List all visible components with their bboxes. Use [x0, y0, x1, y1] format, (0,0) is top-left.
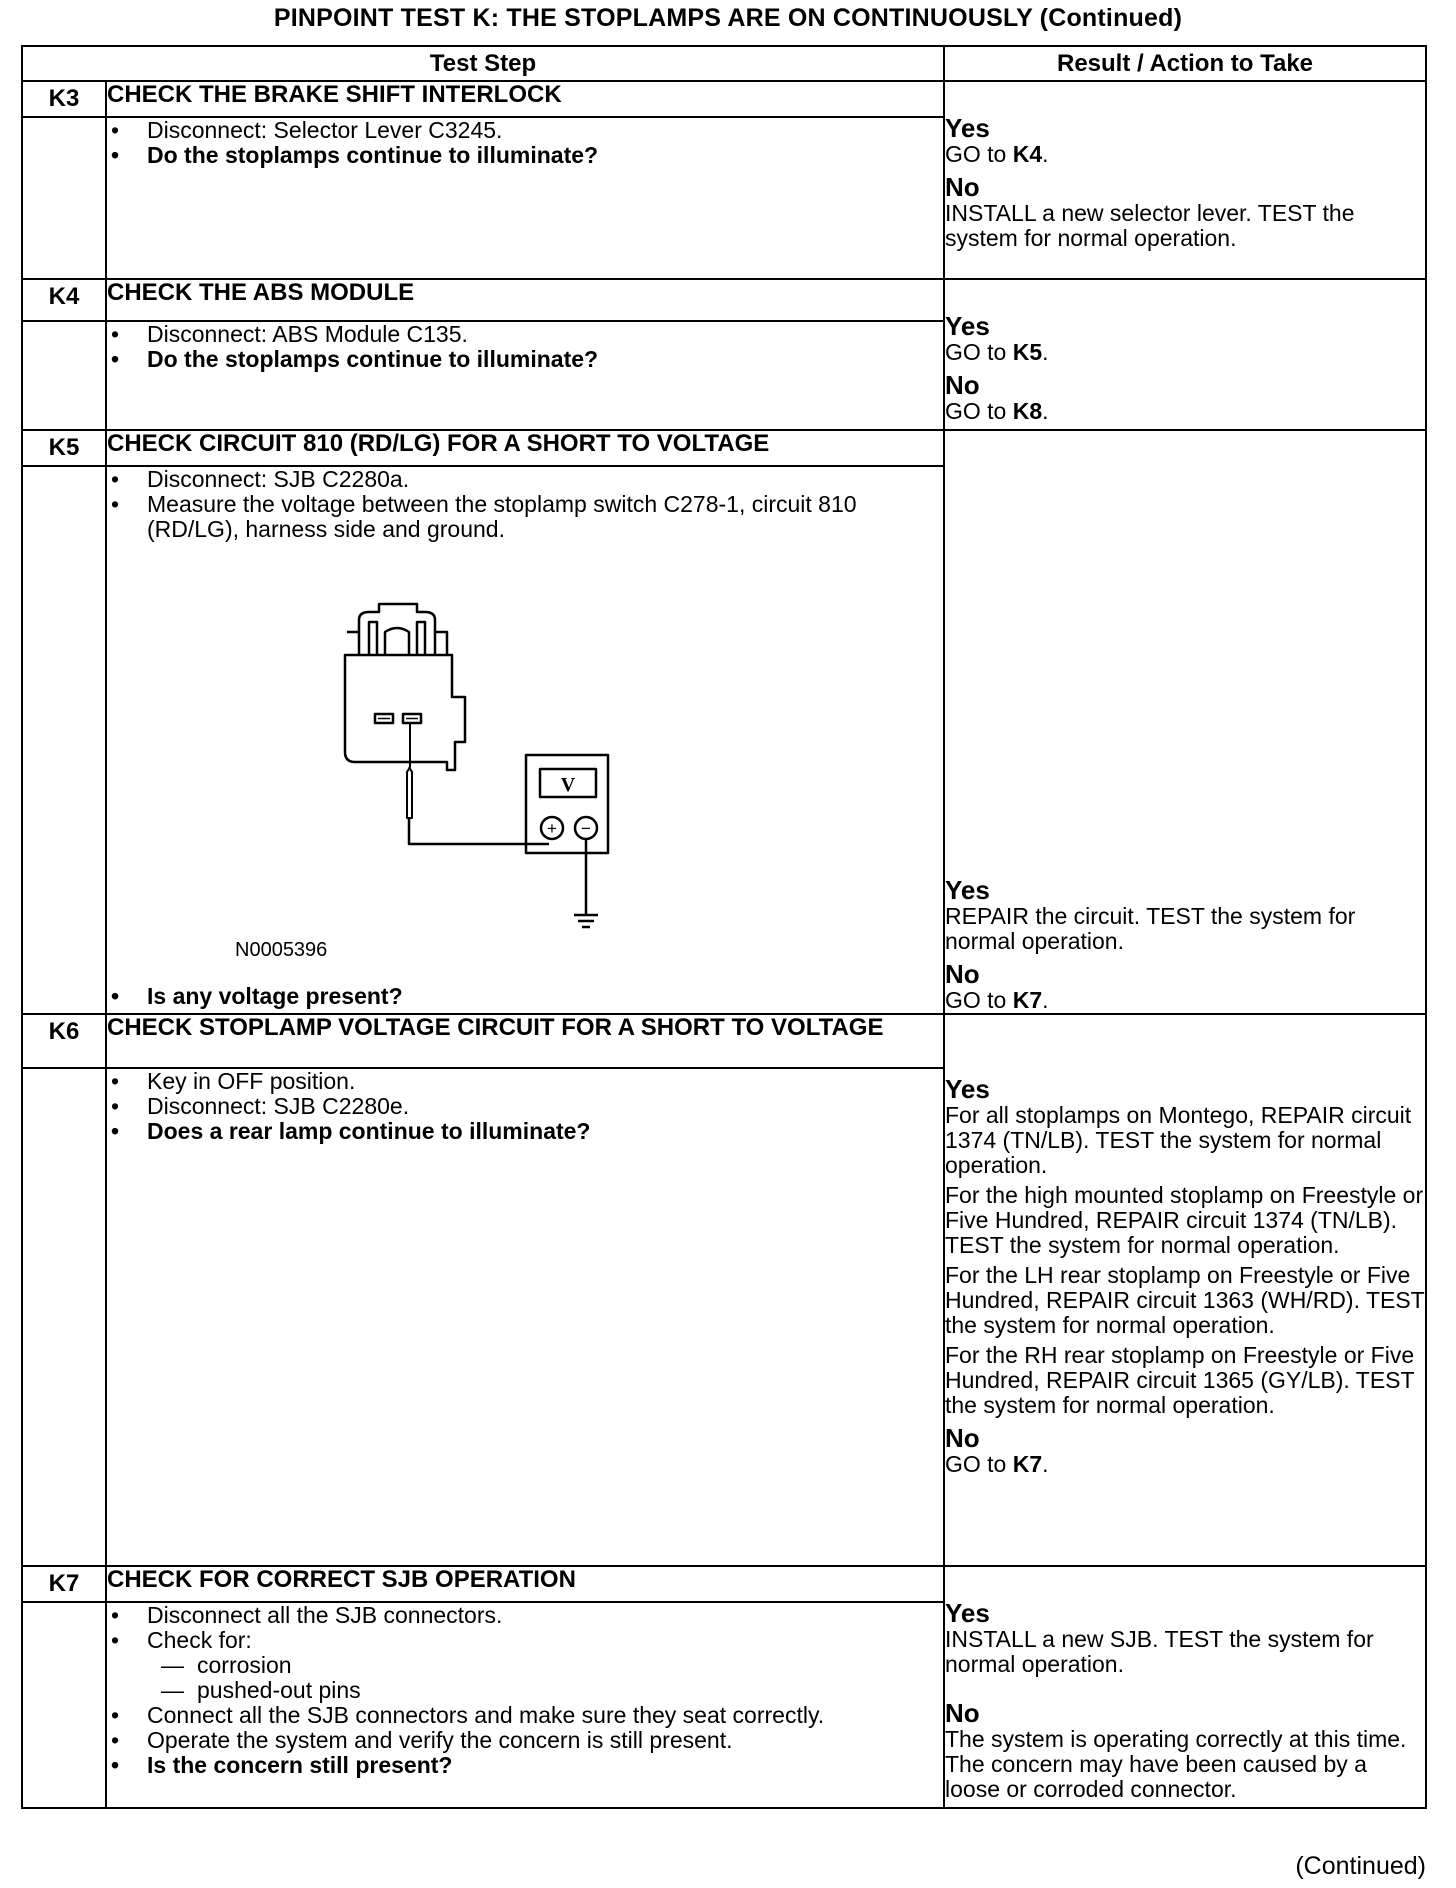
k6-no-action: GO to K7.: [945, 1451, 1049, 1477]
positive-sign: +: [547, 819, 557, 838]
k5-step-2: • Measure the voltage between the stoplamp switch C278-1, circuit 810 (RD/LG), harness side and ground.: [111, 491, 857, 542]
k3-no-action: INSTALL a new selector lever. TEST the system for normal operation.: [945, 200, 1355, 251]
voltmeter-v-label: V: [560, 774, 576, 796]
k7-sub-2: — pushed-out pins: [161, 1677, 361, 1703]
k4-id: K4: [22, 279, 106, 321]
k7-yes-label: Yes: [945, 1598, 990, 1628]
k6-title-row: [22, 1014, 1426, 1068]
k4-step-1: • Disconnect: ABS Module C135.: [111, 320, 468, 347]
k7-step-5: • Is the concern still present?: [111, 1752, 453, 1778]
k4-steps: [106, 321, 944, 430]
voltage-test-diagram: [107, 562, 667, 982]
k7-yes-action: INSTALL a new SJB. TEST the system for normal operation.: [945, 1626, 1374, 1677]
k4-yes-action: GO to K5.: [945, 339, 1049, 365]
k3-title: CHECK THE BRAKE SHIFT INTERLOCK: [106, 81, 944, 117]
k6-id: K6: [22, 1014, 106, 1068]
k4-yes-label: Yes: [945, 311, 990, 341]
k6-result: [944, 1014, 1426, 1566]
k6-no-label: No: [945, 1423, 980, 1453]
page-title: PINPOINT TEST K: THE STOPLAMPS ARE ON CONTINUOUSLY (Continued): [273, 4, 1183, 32]
k7-title: CHECK FOR CORRECT SJB OPERATION: [106, 1566, 944, 1602]
k6-title: CHECK STOPLAMP VOLTAGE CIRCUIT FOR A SHORT TO VOLTAGE: [106, 1014, 944, 1068]
k7-result: [944, 1566, 1426, 1808]
k7-step-4: • Operate the system and verify the concern is still present.: [111, 1727, 733, 1753]
k5-step-3: • Is any voltage present?: [111, 983, 403, 1009]
k4-result: [944, 279, 1426, 430]
figure-id: N0005396: [235, 939, 328, 961]
k4-title-row: [22, 279, 1426, 321]
k6-yes-para-4: For the RH rear stoplamp on Freestyle or Five Hundred, REPAIR circuit 1365 (GY/LB). TEST the system for normal operation.: [945, 1342, 1415, 1418]
negative-sign: −: [581, 819, 591, 838]
k7-no-action: The system is operating correctly at this time. The concern may have been caused by a loose or corroded connector.: [945, 1726, 1407, 1802]
k5-yes-label: Yes: [945, 875, 990, 905]
k6-yes-para-3: For the LH rear stoplamp on Freestyle or Five Hundred, REPAIR circuit 1363 (WH/RD). TEST the system for normal operation.: [945, 1262, 1425, 1338]
connector-lock: [359, 604, 435, 655]
continued-label: (Continued): [1295, 1852, 1426, 1880]
k7-step-3: • Connect all the SJB connectors and make sure they seat correctly.: [111, 1702, 825, 1728]
k6-yes-label: Yes: [945, 1074, 990, 1104]
k3-id: K3: [22, 81, 106, 117]
k3-no-label: No: [945, 172, 980, 202]
k7-id: K7: [22, 1566, 106, 1602]
k3-yes-label: Yes: [945, 113, 990, 143]
k5-id: K5: [22, 430, 106, 466]
k6-yes-para-2: For the high mounted stoplamp on Freestyle or Five Hundred, REPAIR circuit 1374 (TN/LB). TEST the system for normal operation.: [945, 1182, 1424, 1258]
k4-title: CHECK THE ABS MODULE: [106, 279, 944, 321]
k6-step-1: • Key in OFF position.: [111, 1068, 356, 1094]
k3-step-1: • Disconnect: Selector Lever C3245.: [111, 117, 503, 143]
k6-yes-para-1: For all stoplamps on Montego, REPAIR circuit 1374 (TN/LB). TEST the system for normal operation.: [945, 1102, 1412, 1178]
k3-steps: [106, 117, 944, 279]
k4-no-label: No: [945, 370, 980, 400]
table-header-row: [22, 46, 1426, 81]
k7-steps: [106, 1602, 944, 1808]
k7-title-row: [22, 1566, 1426, 1602]
k6-step-2: • Disconnect: SJB C2280e.: [111, 1093, 410, 1119]
k7-sub-1: — corrosion: [161, 1652, 292, 1678]
k7-step-2: • Check for: — corrosion — pushed-out pins: [107, 1628, 943, 1703]
k5-title-row: [22, 430, 1426, 466]
positive-lead: [409, 818, 549, 844]
k5-title: CHECK CIRCUIT 810 (RD/LG) FOR A SHORT TO VOLTAGE: [106, 430, 944, 466]
k3-yes-action: GO to K4.: [945, 141, 1049, 167]
k4-no-action: GO to K8.: [945, 398, 1049, 424]
k3-result: [944, 81, 1426, 279]
k5-no-label: No: [945, 959, 980, 989]
k5-yes-action: REPAIR the circuit. TEST the system for normal operation.: [945, 903, 1356, 954]
test-probe: [407, 723, 412, 818]
k5-step-1: • Disconnect: SJB C2280a.: [111, 466, 410, 492]
k7-no-label: No: [945, 1698, 980, 1728]
k3-step-2: • Do the stoplamps continue to illuminate?: [111, 142, 599, 168]
connector-body: [345, 655, 465, 770]
test-step-header: Test Step: [22, 46, 944, 81]
k6-steps: [106, 1068, 944, 1566]
k3-title-row: [22, 81, 1426, 117]
connector-voltmeter-illustration: [107, 562, 667, 982]
k6-step-3: • Does a rear lamp continue to illuminate?: [111, 1118, 591, 1144]
k5-result: [944, 430, 1426, 1014]
k4-step-2: • Do the stoplamps continue to illuminate?: [111, 345, 599, 372]
result-header: Result / Action to Take: [944, 46, 1426, 81]
pinpoint-test-table: [21, 45, 1427, 1809]
k5-steps: [106, 466, 944, 1014]
k5-no-action: GO to K7.: [945, 987, 1049, 1013]
k7-step-1: • Disconnect all the SJB connectors.: [111, 1602, 503, 1628]
